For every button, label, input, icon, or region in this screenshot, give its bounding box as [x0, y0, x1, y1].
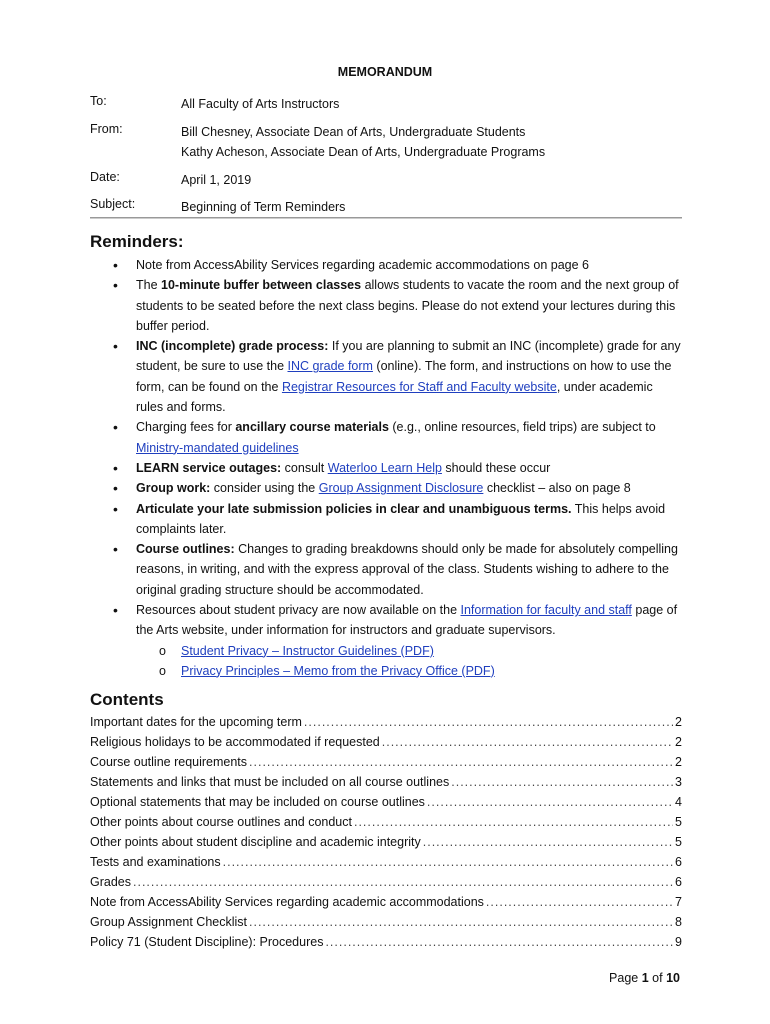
memo-title: MEMORANDUM: [337, 65, 433, 79]
toc-entry-page: 5: [675, 835, 682, 849]
toc-entry-page: 2: [675, 755, 682, 769]
privacy-principles-memo-link[interactable]: Privacy Principles – Memo from the Privacy Office (PDF): [181, 663, 495, 678]
toc-entry-page: 5: [675, 815, 682, 829]
toc-leader-dots: [249, 752, 673, 772]
to-value: All Faculty of Arts Instructors: [181, 97, 340, 111]
toc-entry-title: Other points about student discipline and academic integrity: [90, 835, 421, 849]
header-divider: [90, 217, 682, 219]
toc-leader-dots: [325, 932, 673, 952]
toc-leader-dots: [486, 892, 673, 912]
to-label: To:: [90, 94, 107, 108]
toc-entry[interactable]: [90, 932, 682, 952]
toc-entry[interactable]: [90, 812, 682, 832]
table-of-contents: [90, 712, 682, 952]
contents-heading: Contents: [90, 690, 164, 709]
toc-leader-dots: [427, 792, 673, 812]
student-privacy-guidelines-link[interactable]: Student Privacy – Instructor Guidelines (PDF): [181, 643, 434, 658]
privacy-sublist: [136, 641, 682, 681]
toc-leader-dots: [223, 852, 673, 872]
sublist-item: [136, 641, 682, 661]
toc-leader-dots: [249, 912, 673, 932]
waterloo-learn-help-link[interactable]: Waterloo Learn Help: [327, 460, 442, 475]
total-pages: 10: [666, 971, 680, 985]
toc-entry-title: Policy 71 (Student Discipline): Procedures: [90, 935, 324, 949]
from-line-2: Kathy Acheson, Associate Dean of Arts, Undergraduate Programs: [181, 145, 546, 159]
toc-entry-page: 6: [675, 875, 682, 889]
toc-entry-title: Course outline requirements: [90, 755, 248, 769]
toc-leader-dots: [382, 732, 673, 752]
reminder-item: • Charging fees for ancillary course materials (e.g., online resources, field trips) are subject to Ministry-mandated guidelines: [90, 417, 682, 458]
date-value: April 1, 2019: [181, 173, 252, 187]
toc-leader-dots: [304, 712, 673, 732]
toc-entry-page: 9: [675, 935, 682, 949]
toc-entry[interactable]: [90, 832, 682, 852]
toc-entry-title: Statements and links that must be included on all course outlines: [90, 775, 450, 789]
toc-entry-title: Group Assignment Checklist: [90, 915, 248, 929]
reminders-list: [90, 255, 682, 681]
toc-entry-title: Important dates for the upcoming term: [90, 715, 302, 729]
reminder-item: • Articulate your late submission policies in clear and unambiguous terms. This helps avoid complaints later.: [90, 499, 682, 540]
toc-leader-dots: [423, 832, 673, 852]
toc-entry-page: 3: [675, 775, 682, 789]
toc-entry-title: Optional statements that may be included on course outlines: [90, 795, 425, 809]
toc-entry-page: 8: [675, 915, 682, 929]
toc-entry[interactable]: [90, 912, 682, 932]
reminder-item: • Note from AccessAbility Services regarding academic accommodations on page 6: [90, 255, 682, 275]
current-page: 1: [641, 971, 649, 985]
toc-entry[interactable]: [90, 852, 682, 872]
toc-entry[interactable]: [90, 732, 682, 752]
toc-entry-title: Tests and examinations: [90, 855, 221, 869]
from-label: From:: [90, 122, 123, 136]
toc-entry[interactable]: [90, 872, 682, 892]
toc-entry[interactable]: [90, 892, 682, 912]
toc-leader-dots: [354, 812, 673, 832]
toc-entry-title: Grades: [90, 875, 131, 889]
group-assignment-disclosure-link[interactable]: Group Assignment Disclosure: [318, 481, 484, 496]
toc-entry-title: Other points about course outlines and conduct: [90, 815, 352, 829]
toc-entry-page: 2: [675, 735, 682, 749]
reminders-heading: Reminders:: [90, 232, 184, 251]
from-line-1: Bill Chesney, Associate Dean of Arts, Undergraduate Students: [181, 125, 526, 139]
reminder-item: • The 10-minute buffer between classes allows students to vacate the room and the next group of students to be seated before the next class begins. Please do not extend your lectures during this buffer period.: [90, 275, 682, 336]
toc-entry[interactable]: [90, 712, 682, 732]
date-label: Date:: [90, 170, 120, 184]
toc-entry-page: 4: [675, 795, 682, 809]
ministry-guidelines-link[interactable]: Ministry-mandated guidelines: [136, 440, 299, 455]
subject-value: Beginning of Term Reminders: [181, 200, 346, 214]
toc-entry[interactable]: [90, 772, 682, 792]
reminder-item: • Course outlines: Changes to grading breakdowns should only be made for absolutely compelling reasons, in writing, and with the express approval of the class. Students wishing to adhere to the original grading structure should be accommodated.: [90, 539, 682, 600]
sublist-item: [136, 661, 682, 681]
faculty-staff-info-link[interactable]: Information for faculty and staff: [460, 603, 632, 618]
toc-entry[interactable]: [90, 752, 682, 772]
toc-entry-page: 2: [675, 715, 682, 729]
subject-label: Subject:: [90, 197, 136, 211]
toc-leader-dots: [451, 772, 673, 792]
toc-entry-title: Religious holidays to be accommodated if requested: [90, 735, 380, 749]
toc-leader-dots: [133, 872, 673, 892]
reminder-item: • Group work: consider using the Group Assignment Disclosure checklist – also on page 8: [90, 478, 682, 498]
inc-grade-form-link[interactable]: INC grade form: [287, 359, 373, 374]
toc-entry[interactable]: [90, 792, 682, 812]
page-footer: Page 1 of 10: [609, 971, 680, 985]
registrar-resources-link[interactable]: Registrar Resources for Staff and Faculty website: [281, 379, 557, 394]
toc-entry-page: 6: [675, 855, 682, 869]
reminder-item: • Resources about student privacy are now available on the Information for faculty and staff page of the Arts website, under information for instructors and graduate supervisors. o Student Privacy – Instructor Guidelines (PDF) o Privacy Principles – Memo from the Privacy Office (PDF): [90, 600, 682, 681]
toc-entry-title: Note from AccessAbility Services regarding academic accommodations: [90, 895, 484, 909]
reminder-item: • INC (incomplete) grade process: If you are planning to submit an INC (incomplete) grade for any student, be sure to use the INC grade form (online). The form, and instructions on how to use the form, can be found on the Registrar Resources for Staff and Faculty website, under academic rules and forms.: [90, 336, 682, 417]
toc-entry-page: 7: [675, 895, 682, 909]
reminder-item: • LEARN service outages: consult Waterloo Learn Help should these occur: [90, 458, 682, 478]
